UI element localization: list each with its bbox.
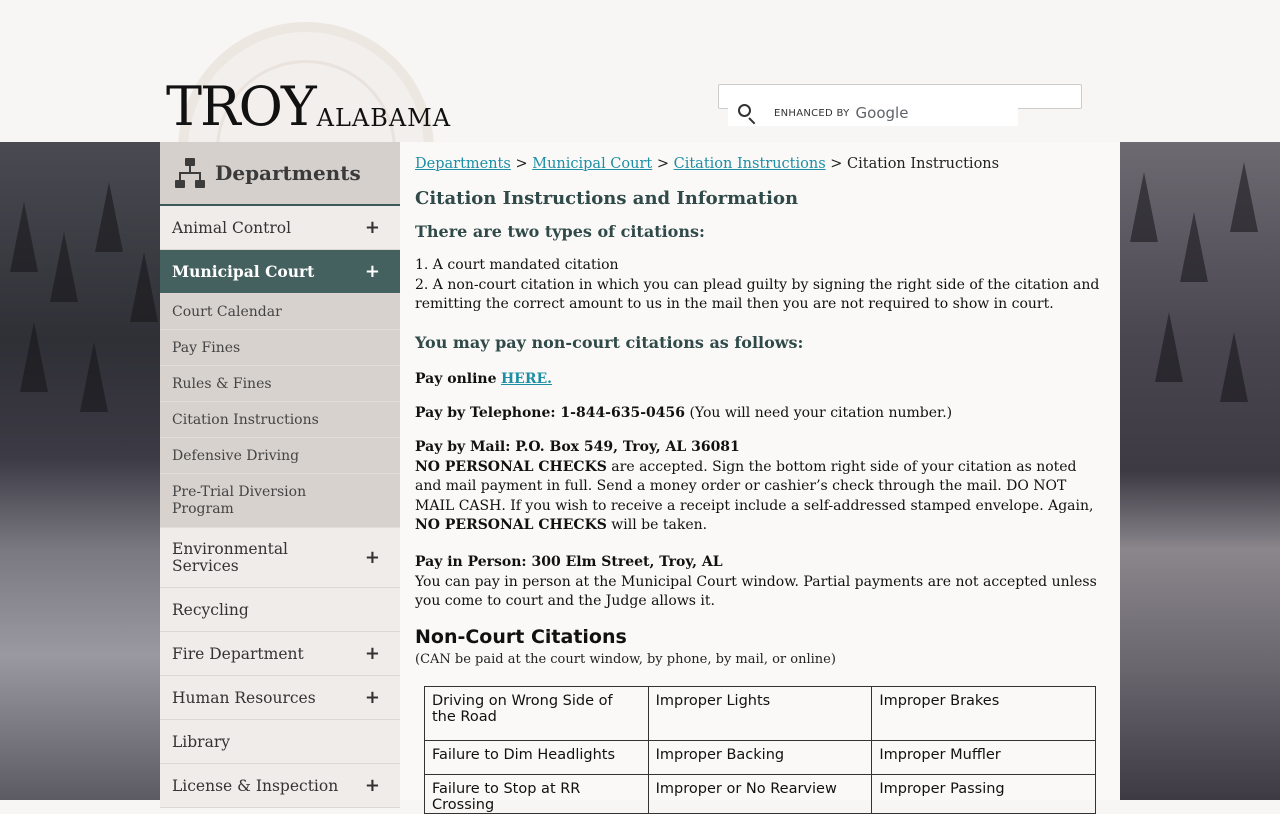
troy-logo[interactable]: [166, 74, 452, 138]
sidebar-item-label: Environmental Services: [172, 539, 289, 575]
table-cell: Improper Passing: [872, 775, 1096, 814]
expand-plus-icon[interactable]: +: [364, 547, 380, 568]
expand-plus-icon[interactable]: +: [364, 217, 380, 238]
table-row: [425, 775, 1096, 814]
forest-background-right: [1120, 142, 1280, 800]
table-cell: Driving on Wrong Side of the Road: [425, 687, 649, 741]
sidebar-item-animal-control[interactable]: [160, 206, 400, 250]
sidebar-item-municipal-court[interactable]: [160, 250, 400, 294]
subnav-court-calendar[interactable]: Court Calendar: [160, 294, 400, 330]
sidebar-item-label: Municipal Court: [172, 262, 315, 281]
subnav-citation-instructions[interactable]: Citation Instructions: [160, 402, 400, 438]
departments-header[interactable]: [160, 142, 400, 206]
breadcrumb-municipal-court[interactable]: Municipal Court: [532, 156, 653, 172]
logo-city: TROY: [166, 75, 315, 138]
page-title: Citation Instructions and Information: [415, 188, 799, 209]
expand-plus-icon[interactable]: +: [364, 261, 380, 282]
types-heading: There are two types of citations:: [415, 222, 705, 241]
pay-person-text: Pay in Person: 300 Elm Street, Troy, AL You can pay in person at the Municipal Court window. Partial payments are not accepted unless you come to court and the Judge allows it.: [415, 554, 1097, 609]
subnav-pre-trial-diversion[interactable]: Pre-Trial Diversion Program: [160, 474, 400, 528]
subnav-pay-fines[interactable]: Pay Fines: [160, 330, 400, 366]
breadcrumb-citation-instructions[interactable]: Citation Instructions: [673, 156, 826, 172]
logo-state: ALABAMA: [316, 104, 452, 132]
citation-types-text: 1. A court mandated citation 2. A non-court citation in which you can plead guilty by signing the right side of the citation and remitting the correct amount to us in the mail then you are not required to show in court.: [415, 257, 1100, 312]
sidebar-item-label: Library: [172, 732, 230, 751]
table-cell: Failure to Dim Headlights: [425, 741, 649, 775]
pay-phone-text: Pay by Telephone: 1-844-635-0456 (You will need your citation number.): [415, 405, 953, 421]
forest-background-left: [0, 142, 160, 800]
noncourt-note: (CAN be paid at the court window, by phone, by mail, or online): [415, 652, 836, 667]
sidebar-item-fire-department[interactable]: [160, 632, 400, 676]
table-cell: Improper Backing: [648, 741, 872, 775]
sidebar-item-license-inspection[interactable]: [160, 764, 400, 808]
pay-mail-text: Pay by Mail: P.O. Box 549, Troy, AL 36081 NO PERSONAL CHECKS are accepted. Sign the bottom right side of your citation as noted and mail payment in full. Send a money order or cashier’s check through the mail. DO NOT MAIL CASH. If you wish to receive a receipt include a self-addressed stamped envelope. Again, NO PERSONAL CHECKS will be taken.: [415, 439, 1094, 533]
departments-sidebar: [160, 142, 400, 800]
table-row: [425, 741, 1096, 775]
table-cell: Improper Muffler: [872, 741, 1096, 775]
sidebar-item-recycling[interactable]: [160, 588, 400, 632]
pay-online-text: Pay online HERE.: [415, 371, 553, 387]
subnav-rules-fines[interactable]: Rules & Fines: [160, 366, 400, 402]
expand-plus-icon[interactable]: +: [364, 687, 380, 708]
breadcrumb-departments[interactable]: Departments: [415, 156, 511, 172]
google-logo: Google: [855, 104, 909, 122]
subnav-defensive-driving[interactable]: Defensive Driving: [160, 438, 400, 474]
municipal-court-submenu: [160, 294, 400, 528]
breadcrumb: Departments > Municipal Court > Citation Instructions > Citation Instructions: [415, 156, 1000, 172]
departments-title: Departments: [215, 161, 361, 185]
table-row: [425, 687, 1096, 741]
pay-online-link[interactable]: HERE.: [500, 371, 553, 387]
noncourt-heading: Non-Court Citations: [415, 626, 627, 648]
search-branding[interactable]: [728, 100, 1018, 126]
noncourt-citations-table: [424, 686, 1096, 814]
enhanced-by-label: ENHANCED BY: [774, 107, 850, 119]
sidebar-item-label: Recycling: [172, 600, 249, 619]
sidebar-item-label: Animal Control: [172, 218, 292, 237]
main-content: [400, 142, 1120, 813]
sidebar-item-human-resources[interactable]: [160, 676, 400, 720]
table-cell: Failure to Stop at RR Crossing: [425, 775, 649, 814]
site-header: [0, 0, 1280, 142]
expand-plus-icon[interactable]: +: [364, 775, 380, 796]
sidebar-item-label: License & Inspection: [172, 776, 339, 795]
sidebar-item-label: Human Resources: [172, 688, 316, 707]
sidebar-item-environmental-services[interactable]: [160, 528, 400, 588]
breadcrumb-current: Citation Instructions: [847, 156, 1000, 172]
sidebar-item-library[interactable]: [160, 720, 400, 764]
table-cell: Improper Lights: [648, 687, 872, 741]
table-cell: Improper or No Rearview: [648, 775, 872, 814]
table-cell: Improper Brakes: [872, 687, 1096, 741]
expand-plus-icon[interactable]: +: [364, 643, 380, 664]
sidebar-item-label: Fire Department: [172, 644, 304, 663]
pay-heading: You may pay non-court citations as follows:: [415, 333, 804, 352]
search-icon[interactable]: [736, 102, 758, 124]
sitemap-icon: [175, 158, 205, 188]
